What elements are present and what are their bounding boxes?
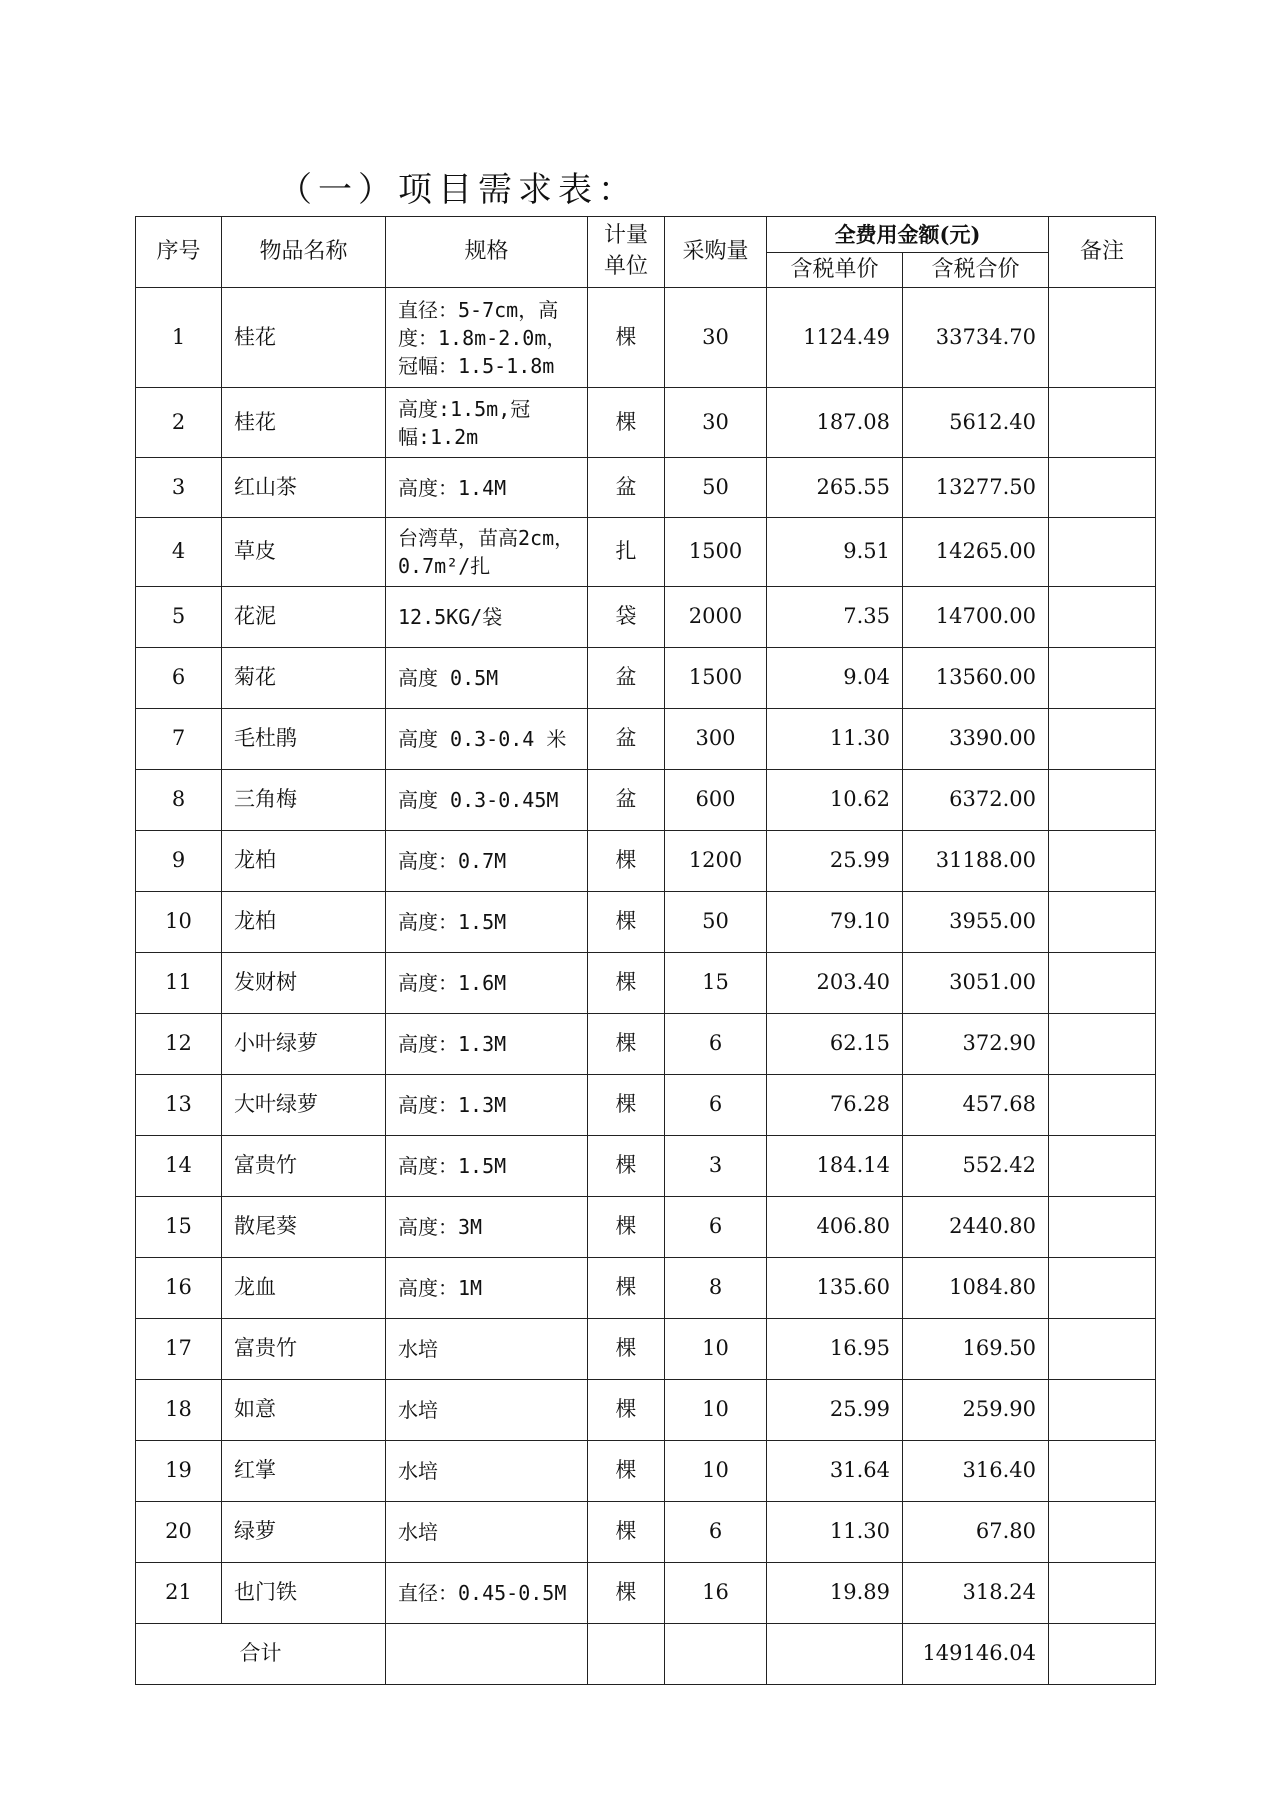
- cell-seq: 21: [136, 1563, 222, 1624]
- cell-quantity: 10: [665, 1380, 767, 1441]
- cell-spec: 高度：3M: [386, 1197, 588, 1258]
- cell-remark: [1049, 892, 1156, 953]
- cell-spec: 高度：0.7M: [386, 831, 588, 892]
- cell-item-name: 红掌: [222, 1441, 386, 1502]
- cell-quantity: 10: [665, 1441, 767, 1502]
- cell-seq: 4: [136, 518, 222, 587]
- cell-total-price: 13277.50: [903, 458, 1049, 518]
- table-row: [136, 1258, 1156, 1319]
- cell-quantity: 8: [665, 1258, 767, 1319]
- cell-spec: 高度：1.5M: [386, 1136, 588, 1197]
- cell-item-name: 三角梅: [222, 770, 386, 831]
- cell-spec: 高度：1M: [386, 1258, 588, 1319]
- cell-spec: 直径：5-7cm，高度：1.8m-2.0m，冠幅：1.5-1.8m: [386, 288, 588, 388]
- cell-unit-price: 187.08: [767, 388, 903, 458]
- table-row: [136, 1014, 1156, 1075]
- cell-total-price: 2440.80: [903, 1197, 1049, 1258]
- cell-spec: 水培: [386, 1319, 588, 1380]
- cell-quantity: 600: [665, 770, 767, 831]
- cell-quantity: 16: [665, 1563, 767, 1624]
- cell-item-name: 菊花: [222, 648, 386, 709]
- cell-total-price: 3390.00: [903, 709, 1049, 770]
- cell-quantity: 30: [665, 388, 767, 458]
- cell-spec: 12.5KG/袋: [386, 587, 588, 648]
- cell-remark: [1049, 648, 1156, 709]
- table-row: [136, 953, 1156, 1014]
- table-row: [136, 892, 1156, 953]
- cell-remark: [1049, 1319, 1156, 1380]
- cell-seq: 6: [136, 648, 222, 709]
- page-title: （一）项目需求表：: [278, 170, 638, 210]
- cell-spec: 台湾草，苗高2cm，0.7m²/扎: [386, 518, 588, 587]
- cell-remark: [1049, 709, 1156, 770]
- cell-quantity: 10: [665, 1319, 767, 1380]
- cell-unit: 棵: [588, 1563, 665, 1624]
- header-unit-price: 含税单价: [767, 253, 903, 288]
- cell-seq: 17: [136, 1319, 222, 1380]
- cell-unit-price: 11.30: [767, 1502, 903, 1563]
- table-row: [136, 458, 1156, 518]
- cell-remark: [1049, 1258, 1156, 1319]
- cell-quantity: 6: [665, 1075, 767, 1136]
- cell-unit-price: 25.99: [767, 1380, 903, 1441]
- cell-item-name: 小叶绿萝: [222, 1014, 386, 1075]
- cell-spec: 高度 0.3-0.4 米: [386, 709, 588, 770]
- cell-unit: 棵: [588, 1380, 665, 1441]
- cell-seq: 20: [136, 1502, 222, 1563]
- cell-unit: 棵: [588, 1502, 665, 1563]
- cell-spec: 水培: [386, 1441, 588, 1502]
- cell-total-price: 14265.00: [903, 518, 1049, 587]
- cell-total-price: 33734.70: [903, 288, 1049, 388]
- table-row: [136, 1319, 1156, 1380]
- total-unit-cell: [588, 1624, 665, 1685]
- cell-unit: 袋: [588, 587, 665, 648]
- cell-total-price: 14700.00: [903, 587, 1049, 648]
- cell-spec: 高度：1.4M: [386, 458, 588, 518]
- cell-spec: 高度:1.5m,冠幅:1.2m: [386, 388, 588, 458]
- cell-unit-price: 25.99: [767, 831, 903, 892]
- cell-total-price: 3051.00: [903, 953, 1049, 1014]
- total-remark-cell: [1049, 1624, 1156, 1685]
- cell-quantity: 1500: [665, 518, 767, 587]
- cell-seq: 13: [136, 1075, 222, 1136]
- table-row: [136, 1136, 1156, 1197]
- table-row: [136, 648, 1156, 709]
- cell-remark: [1049, 1563, 1156, 1624]
- cell-item-name: 龙血: [222, 1258, 386, 1319]
- header-remark: 备注: [1049, 217, 1156, 288]
- cell-unit-price: 184.14: [767, 1136, 903, 1197]
- table-header: [136, 217, 1156, 288]
- table-row: [136, 518, 1156, 587]
- cell-quantity: 6: [665, 1014, 767, 1075]
- table-row: [136, 709, 1156, 770]
- header-seq: 序号: [136, 217, 222, 288]
- header-item-name: 物品名称: [222, 217, 386, 288]
- cell-remark: [1049, 288, 1156, 388]
- cell-unit: 棵: [588, 1014, 665, 1075]
- cell-unit-price: 62.15: [767, 1014, 903, 1075]
- cell-quantity: 1500: [665, 648, 767, 709]
- cell-remark: [1049, 1136, 1156, 1197]
- cell-remark: [1049, 587, 1156, 648]
- cell-unit-price: 135.60: [767, 1258, 903, 1319]
- cell-unit-price: 19.89: [767, 1563, 903, 1624]
- cell-unit-price: 16.95: [767, 1319, 903, 1380]
- cell-quantity: 1200: [665, 831, 767, 892]
- header-quantity: 采购量: [665, 217, 767, 288]
- cell-spec: 高度：1.6M: [386, 953, 588, 1014]
- cell-seq: 7: [136, 709, 222, 770]
- cell-seq: 12: [136, 1014, 222, 1075]
- cell-unit: 棵: [588, 1075, 665, 1136]
- cell-remark: [1049, 1075, 1156, 1136]
- table-body: [136, 288, 1156, 1624]
- cell-item-name: 富贵竹: [222, 1136, 386, 1197]
- total-price-cell: [767, 1624, 903, 1685]
- cell-unit-price: 9.51: [767, 518, 903, 587]
- total-qty-cell: [665, 1624, 767, 1685]
- cell-remark: [1049, 831, 1156, 892]
- cell-remark: [1049, 1380, 1156, 1441]
- cell-remark: [1049, 1441, 1156, 1502]
- cell-total-price: 67.80: [903, 1502, 1049, 1563]
- cell-unit-price: 9.04: [767, 648, 903, 709]
- cell-remark: [1049, 953, 1156, 1014]
- cell-unit: 盆: [588, 709, 665, 770]
- cell-spec: 高度：1.3M: [386, 1014, 588, 1075]
- cell-seq: 16: [136, 1258, 222, 1319]
- cell-unit-price: 11.30: [767, 709, 903, 770]
- cell-spec: 高度 0.5M: [386, 648, 588, 709]
- cell-item-name: 红山茶: [222, 458, 386, 518]
- table-row: [136, 1380, 1156, 1441]
- cell-spec: 高度：1.5M: [386, 892, 588, 953]
- cell-unit: 棵: [588, 288, 665, 388]
- cell-unit: 棵: [588, 388, 665, 458]
- cell-spec: 直径：0.45-0.5M: [386, 1563, 588, 1624]
- cell-spec: 水培: [386, 1380, 588, 1441]
- cell-seq: 19: [136, 1441, 222, 1502]
- cell-unit: 棵: [588, 953, 665, 1014]
- cell-seq: 8: [136, 770, 222, 831]
- cell-spec: 水培: [386, 1502, 588, 1563]
- cell-total-price: 6372.00: [903, 770, 1049, 831]
- cell-unit-price: 203.40: [767, 953, 903, 1014]
- cell-quantity: 300: [665, 709, 767, 770]
- table-row: [136, 1075, 1156, 1136]
- table-row: [136, 288, 1156, 388]
- cell-unit-price: 406.80: [767, 1197, 903, 1258]
- cell-item-name: 发财树: [222, 953, 386, 1014]
- cell-unit-price: 31.64: [767, 1441, 903, 1502]
- cell-seq: 14: [136, 1136, 222, 1197]
- cell-total-price: 259.90: [903, 1380, 1049, 1441]
- table-row: [136, 1502, 1156, 1563]
- cell-spec: 高度：1.3M: [386, 1075, 588, 1136]
- cell-quantity: 30: [665, 288, 767, 388]
- cell-unit: 棵: [588, 1441, 665, 1502]
- cell-item-name: 龙柏: [222, 892, 386, 953]
- cell-quantity: 6: [665, 1197, 767, 1258]
- cell-item-name: 草皮: [222, 518, 386, 587]
- cell-unit-price: 79.10: [767, 892, 903, 953]
- cell-quantity: 2000: [665, 587, 767, 648]
- table-footer: [136, 1624, 1156, 1685]
- table-row: [136, 831, 1156, 892]
- cell-seq: 9: [136, 831, 222, 892]
- cell-unit-price: 1124.49: [767, 288, 903, 388]
- cell-total-price: 169.50: [903, 1319, 1049, 1380]
- cell-unit: 棵: [588, 1258, 665, 1319]
- cell-unit-price: 10.62: [767, 770, 903, 831]
- cell-unit: 棵: [588, 1319, 665, 1380]
- total-row: [136, 1624, 1156, 1685]
- cell-item-name: 富贵竹: [222, 1319, 386, 1380]
- table-row: [136, 587, 1156, 648]
- cell-total-price: 552.42: [903, 1136, 1049, 1197]
- cell-quantity: 50: [665, 892, 767, 953]
- total-spec-cell: [386, 1624, 588, 1685]
- cell-total-price: 31188.00: [903, 831, 1049, 892]
- cell-remark: [1049, 518, 1156, 587]
- cell-total-price: 3955.00: [903, 892, 1049, 953]
- cell-seq: 1: [136, 288, 222, 388]
- cell-item-name: 如意: [222, 1380, 386, 1441]
- cell-unit: 盆: [588, 458, 665, 518]
- cell-seq: 10: [136, 892, 222, 953]
- table-row: [136, 1563, 1156, 1624]
- cell-seq: 18: [136, 1380, 222, 1441]
- header-spec: 规格: [386, 217, 588, 288]
- total-label: 合计: [136, 1624, 386, 1685]
- cell-item-name: 大叶绿萝: [222, 1075, 386, 1136]
- cell-unit-price: 76.28: [767, 1075, 903, 1136]
- cell-item-name: 毛杜鹃: [222, 709, 386, 770]
- cell-quantity: 15: [665, 953, 767, 1014]
- cell-unit: 棵: [588, 1197, 665, 1258]
- cell-remark: [1049, 1197, 1156, 1258]
- cell-unit: 棵: [588, 892, 665, 953]
- cell-item-name: 散尾葵: [222, 1197, 386, 1258]
- grand-total: 149146.04: [903, 1624, 1049, 1685]
- cell-remark: [1049, 388, 1156, 458]
- cell-seq: 3: [136, 458, 222, 518]
- cell-unit: 扎: [588, 518, 665, 587]
- cell-quantity: 50: [665, 458, 767, 518]
- cell-total-price: 318.24: [903, 1563, 1049, 1624]
- cell-quantity: 3: [665, 1136, 767, 1197]
- cell-item-name: 绿萝: [222, 1502, 386, 1563]
- requirements-table: [135, 216, 1156, 1685]
- cell-total-price: 1084.80: [903, 1258, 1049, 1319]
- cell-seq: 11: [136, 953, 222, 1014]
- table-row: [136, 770, 1156, 831]
- cell-item-name: 也门铁: [222, 1563, 386, 1624]
- header-unit: 计量单位: [588, 217, 665, 288]
- cell-seq: 5: [136, 587, 222, 648]
- cell-item-name: 花泥: [222, 587, 386, 648]
- cell-remark: [1049, 1502, 1156, 1563]
- cell-item-name: 龙柏: [222, 831, 386, 892]
- cell-item-name: 桂花: [222, 288, 386, 388]
- cell-remark: [1049, 770, 1156, 831]
- cell-unit: 盆: [588, 648, 665, 709]
- cell-quantity: 6: [665, 1502, 767, 1563]
- cell-remark: [1049, 1014, 1156, 1075]
- cell-unit: 棵: [588, 831, 665, 892]
- header-amount-group: 全费用金额(元): [767, 217, 1049, 253]
- table-row: [136, 388, 1156, 458]
- cell-remark: [1049, 458, 1156, 518]
- cell-seq: 2: [136, 388, 222, 458]
- cell-item-name: 桂花: [222, 388, 386, 458]
- cell-total-price: 5612.40: [903, 388, 1049, 458]
- table-row: [136, 1441, 1156, 1502]
- cell-unit-price: 265.55: [767, 458, 903, 518]
- cell-unit-price: 7.35: [767, 587, 903, 648]
- cell-seq: 15: [136, 1197, 222, 1258]
- table-row: [136, 1197, 1156, 1258]
- header-total-price: 含税合价: [903, 253, 1049, 288]
- cell-total-price: 13560.00: [903, 648, 1049, 709]
- cell-total-price: 316.40: [903, 1441, 1049, 1502]
- cell-unit: 棵: [588, 1136, 665, 1197]
- cell-total-price: 372.90: [903, 1014, 1049, 1075]
- cell-unit: 盆: [588, 770, 665, 831]
- cell-spec: 高度 0.3-0.45M: [386, 770, 588, 831]
- cell-total-price: 457.68: [903, 1075, 1049, 1136]
